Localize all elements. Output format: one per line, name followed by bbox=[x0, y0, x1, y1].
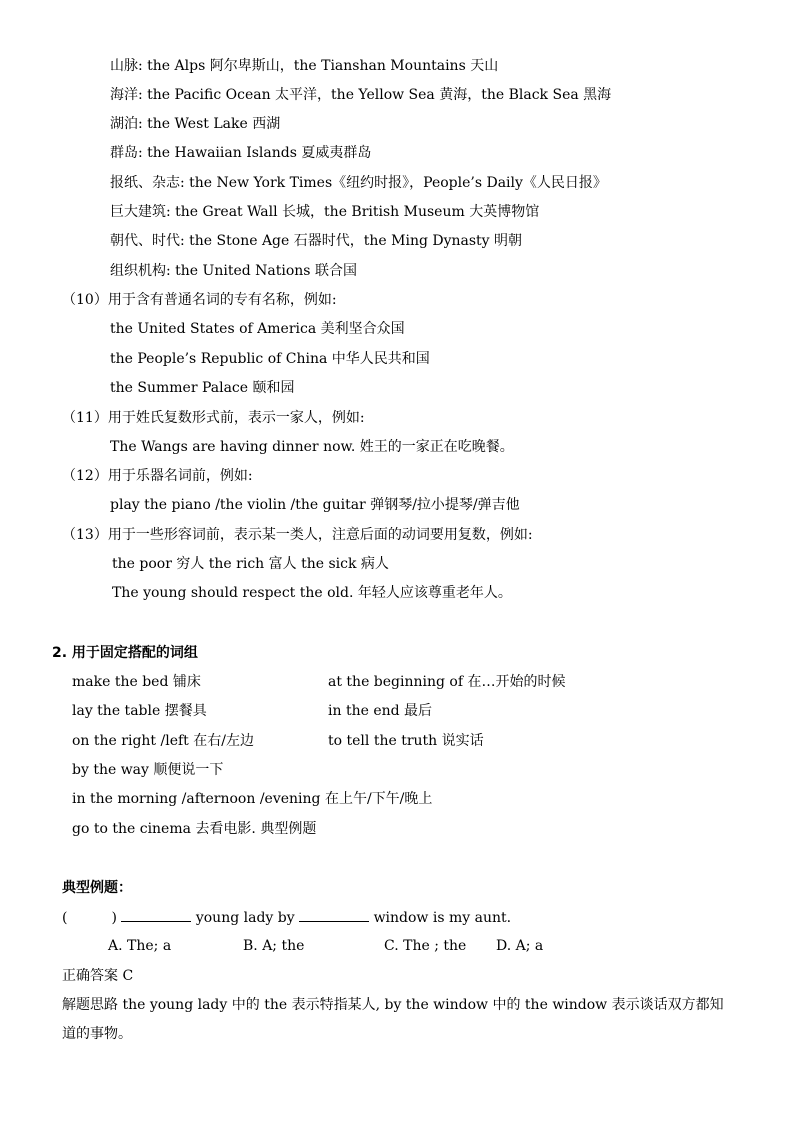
proper-noun-mountains: 山脉: the Alps 阿尔卑斯山，the Tianshan Mountains 天山 bbox=[110, 58, 499, 74]
explanation-line: 道的事物。 bbox=[62, 1026, 132, 1042]
option-c[interactable]: C. The ; the bbox=[384, 938, 467, 954]
phrase-right: at the beginning of 在…开始的时候 bbox=[328, 674, 566, 690]
option-d[interactable]: D. A; a bbox=[496, 938, 544, 954]
explanation-line: 解题思路 the young lady 中的 the 表示特指某人, by the window 中的 the window 表示谈话双方都知 bbox=[62, 997, 724, 1013]
paren-close: ) bbox=[111, 910, 117, 926]
proper-noun-buildings: 巨大建筑: the Great Wall 长城，the British Museum 大英博物馆 bbox=[110, 204, 540, 220]
option-a[interactable]: A. The; a bbox=[108, 938, 172, 954]
phrase-left: make the bed 铺床 bbox=[72, 674, 201, 690]
proper-noun-oceans: 海洋: the Pacific Ocean 太平洋，the Yellow Sea 黄海，the Black Sea 黑海 bbox=[110, 87, 612, 103]
option-b[interactable]: B. A; the bbox=[243, 938, 305, 954]
proper-noun-newspapers: 报纸、杂志: the New York Times《纽约时报》，People’s Daily《人民日报》 bbox=[110, 175, 607, 191]
rule-13-example: The young should respect the old. 年轻人应该尊重老年人。 bbox=[112, 585, 512, 601]
rule-13-example: the poor 穷人 the rich 富人 the sick 病人 bbox=[112, 556, 389, 572]
question-end: window is my aunt. bbox=[373, 910, 512, 926]
proper-noun-islands: 群岛: the Hawaiian Islands 夏威夷群岛 bbox=[110, 145, 372, 161]
phrase-right: in the end 最后 bbox=[328, 703, 433, 719]
rule-11-example: The Wangs are having dinner now. 姓王的一家正在吃晚餐。 bbox=[110, 439, 514, 455]
phrase-left: on the right /left 在右/左边 bbox=[72, 733, 254, 749]
rule-10-example: the People’s Republic of China 中华人民共和国 bbox=[110, 351, 430, 367]
phrase-right: to tell the truth 说实话 bbox=[328, 733, 484, 749]
blank-2[interactable] bbox=[299, 907, 369, 922]
proper-noun-lakes: 湖泊: the West Lake 西湖 bbox=[110, 116, 281, 132]
rule-10-title: （10）用于含有普通名词的专有名称，例如: bbox=[62, 292, 337, 308]
phrase-left: in the morning /afternoon /evening 在上午/下午/晚上 bbox=[72, 791, 433, 807]
paren-open: ( bbox=[62, 910, 68, 926]
phrase-left: go to the cinema 去看电影. 典型例题 bbox=[72, 821, 317, 837]
blank-1[interactable] bbox=[121, 907, 191, 922]
proper-noun-dynasties: 朝代、时代: the Stone Age 石器时代，the Ming Dynasty 明朝 bbox=[110, 233, 523, 249]
phrase-left: by the way 顺便说一下 bbox=[72, 762, 224, 778]
phrase-left: lay the table 摆餐具 bbox=[72, 703, 207, 719]
rule-13-title: （13）用于一些形容词前，表示某一类人，注意后面的动词要用复数，例如: bbox=[62, 527, 533, 543]
section-2-heading: 2. 用于固定搭配的词组 bbox=[52, 645, 198, 661]
question-mid: young lady by bbox=[195, 910, 295, 926]
rule-11-title: （11）用于姓氏复数形式前，表示一家人，例如: bbox=[62, 410, 365, 426]
example-question bbox=[62, 907, 511, 928]
example-heading: 典型例题： bbox=[62, 880, 132, 896]
proper-noun-organizations: 组织机构: the United Nations 联合国 bbox=[110, 263, 357, 279]
answer-line: 正确答案 C bbox=[62, 968, 134, 984]
rule-10-example: the Summer Palace 颐和园 bbox=[110, 380, 295, 396]
rule-10-example: the United States of America 美利坚合众国 bbox=[110, 321, 405, 337]
rule-12-title: （12）用于乐器名词前，例如: bbox=[62, 468, 253, 484]
rule-12-example: play the piano /the violin /the guitar 弹钢琴/拉小提琴/弹吉他 bbox=[110, 497, 520, 513]
